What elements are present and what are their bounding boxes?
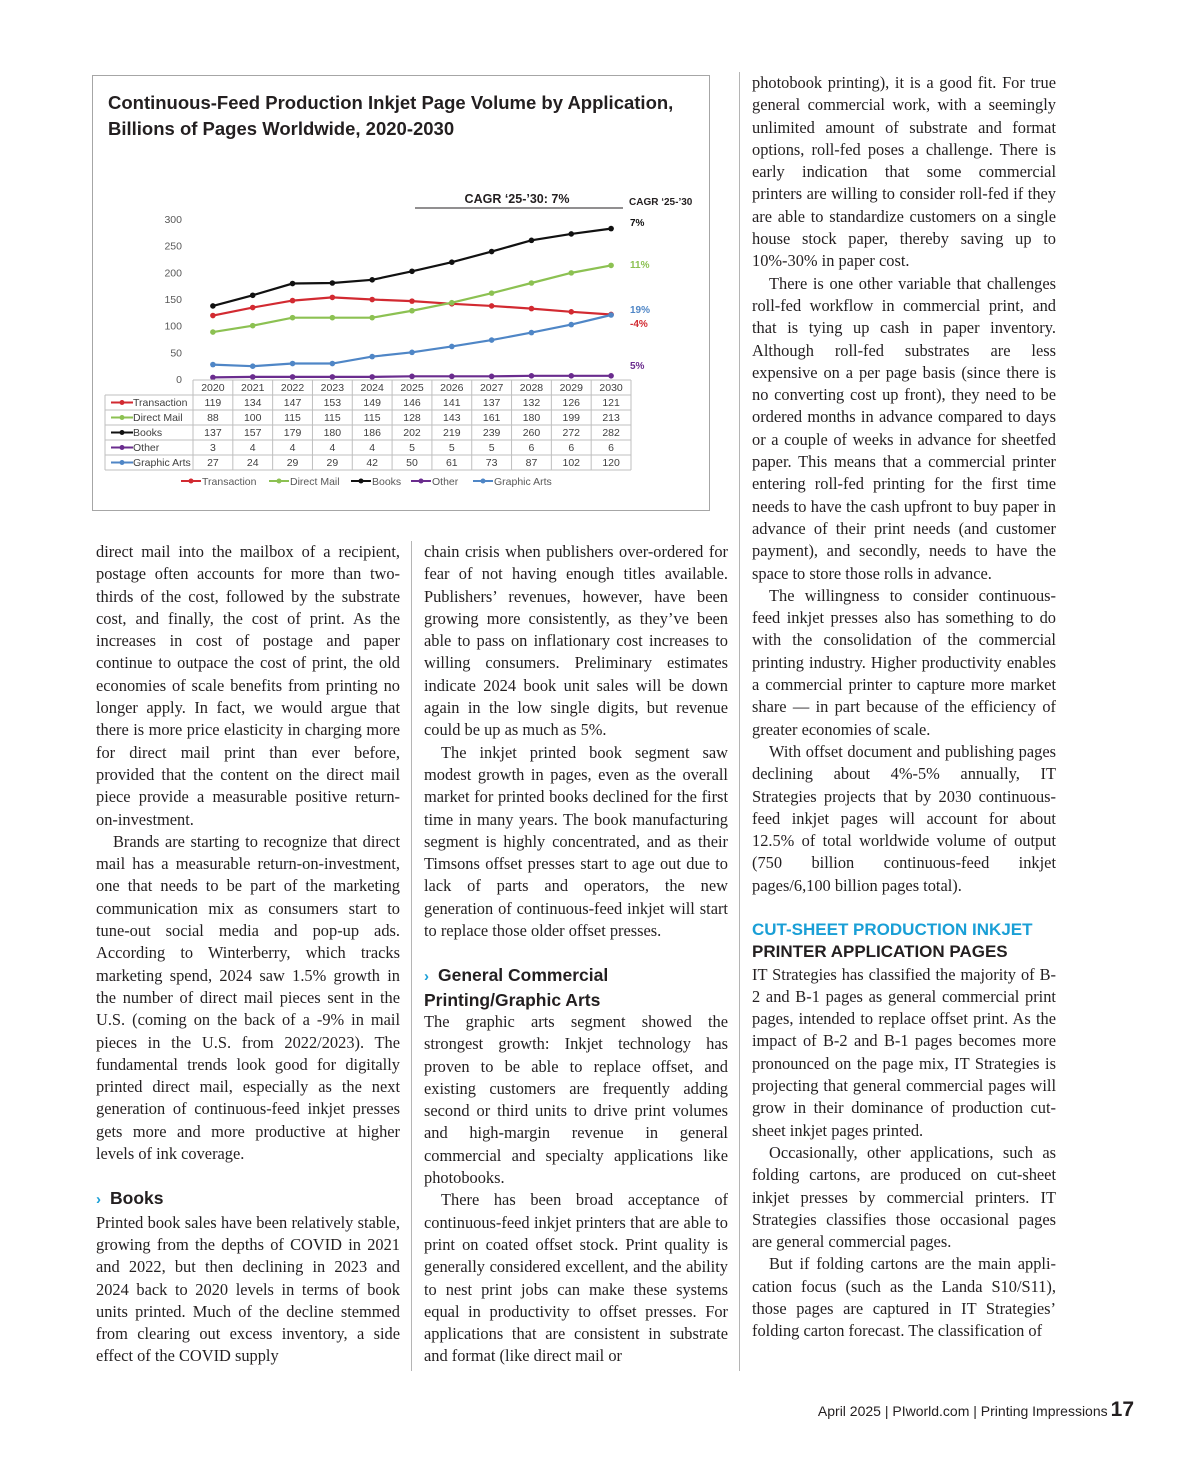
data-point <box>290 281 296 287</box>
data-point <box>210 329 216 335</box>
data-point <box>568 373 574 379</box>
table-cell: 134 <box>243 397 262 409</box>
table-cell: 24 <box>246 457 259 469</box>
paragraph: Printed book sales have been relatively stable, growing from the depths of COVID in 2021 and 2022, but then declining in 2023 and 2024 back to 2020 levels in terms of book units printed. Much of the decline stemmed from clearing out excess inventory, a side effect of the COVID supply <box>96 1212 400 1366</box>
chart-title: Continuous-Feed Production Inkjet Page Volume by Application, Billions of Pages Worldwide, 2020-2030 <box>108 92 674 139</box>
data-point <box>250 323 256 329</box>
table-cell: 102 <box>562 457 581 469</box>
data-point <box>330 315 336 321</box>
x-tick-label: 2020 <box>201 382 225 394</box>
table-cell: 161 <box>482 412 501 424</box>
table-cell: 4 <box>289 442 296 454</box>
data-point <box>210 362 216 368</box>
data-point <box>608 373 614 379</box>
paragraph: Occasionally, other applications, such as folding cartons, are produced on cut-sheet inkjet presses by commercial printers. IT Strategies classifies those occasional pages are general commercial pages. <box>752 1142 1056 1252</box>
table-cell: 180 <box>323 427 342 439</box>
data-point <box>369 277 375 283</box>
cagr-label: 7% <box>630 218 645 229</box>
legend-key-marker <box>120 400 125 405</box>
page-number: 17 <box>1110 1398 1134 1421</box>
x-tick-label: 2023 <box>320 382 345 394</box>
data-point <box>210 303 216 309</box>
column-middle <box>424 541 728 1368</box>
y-tick-label: 100 <box>164 320 182 333</box>
table-cell: 132 <box>522 397 541 409</box>
data-point <box>369 297 375 303</box>
legend-marker <box>481 479 486 484</box>
data-point <box>409 298 415 304</box>
table-cell: 137 <box>204 427 222 439</box>
table-cell: 213 <box>602 412 620 424</box>
data-point <box>290 298 296 304</box>
table-cell: 199 <box>562 412 581 424</box>
data-point <box>529 373 535 379</box>
cagr-label: 5% <box>630 361 645 372</box>
table-cell: 153 <box>323 397 342 409</box>
table-cell: 27 <box>207 457 219 469</box>
table-cell: 42 <box>366 457 379 469</box>
data-point <box>449 300 455 306</box>
cagr-label: 11% <box>630 260 650 271</box>
data-point <box>529 330 535 336</box>
data-point <box>409 350 415 356</box>
table-cell: 6 <box>568 442 575 454</box>
x-tick-label: 2025 <box>400 382 424 394</box>
table-cell: 180 <box>522 412 541 424</box>
table-row-label: Books <box>133 427 163 439</box>
x-tick-label: 2021 <box>241 382 265 394</box>
table-cell: 219 <box>443 427 461 439</box>
table-cell: 121 <box>602 397 620 409</box>
legend-marker <box>277 479 282 484</box>
data-point <box>489 290 495 296</box>
data-point <box>330 295 336 301</box>
data-point <box>529 238 535 244</box>
table-cell: 239 <box>482 427 501 439</box>
table-cell: 3 <box>209 442 216 454</box>
data-point <box>250 305 256 311</box>
table-cell: 202 <box>403 427 421 439</box>
chart-figure <box>92 75 710 511</box>
data-point <box>290 315 296 321</box>
data-point <box>210 313 216 319</box>
data-point <box>250 363 256 369</box>
paragraph: chain crisis when publishers over-ordered for fear of not having enough titles available. Publishers’ revenues, however, have been growing more consistently, as they’ve been able to pass on inflationary cost increases to willing consumers. Preliminary estimates indicate 2024 book unit sales will be down again in the low single digits, but revenue could be up as much as 5%. <box>424 542 728 740</box>
data-point <box>369 354 375 360</box>
data-point <box>449 344 455 350</box>
data-point <box>290 374 296 380</box>
legend-key-marker <box>120 415 125 420</box>
data-point <box>529 280 535 286</box>
paragraph: Brands are starting to recognize that direct mail has a measurable return-on-investment, one that needs to be part of the marketing communication mix as consumers start to tune-out social media and pop-up ads. According to Winterberry, which tracks marketing spend, 2024 saw 1.5% growth in the number of direct mail pieces sent in the U.S. (coming on the back of a -9% in mail pieces in the U.S. from 2022/2023). The fundamental trends look good for digitally printed direct mail, especially as the next generation of continuous-feed inkjet presses gets more and more productive at higher levels of ink coverage. <box>96 831 400 1164</box>
y-tick-label: 200 <box>164 267 182 280</box>
data-point <box>489 337 495 343</box>
table-cell: 73 <box>485 457 498 469</box>
table-cell: 4 <box>369 442 376 454</box>
table-cell: 5 <box>448 442 455 454</box>
data-point <box>489 303 495 309</box>
table-cell: 115 <box>323 412 341 424</box>
y-tick-label: 150 <box>164 294 182 306</box>
table-cell: 146 <box>403 397 421 409</box>
table-cell: 4 <box>249 442 256 454</box>
data-point <box>250 374 256 380</box>
paragraph: IT Strategies has classified the majority of B-2 and B-1 pages as general commercial print pages, intended to replace offset print. As the impact of B-2 and B-1 pages becomes more pronounced on the page mix, IT Strategies is projecting that general commercial pages will grow in their dominance of production cut-sheet inkjet pages printed. <box>752 964 1056 1140</box>
x-tick-label: 2026 <box>440 382 464 394</box>
table-cell: 282 <box>602 427 620 439</box>
x-tick-label: 2030 <box>599 382 623 394</box>
chevron-right-icon: › <box>96 1191 101 1209</box>
chevron-right-icon: › <box>424 968 429 986</box>
table-row-label: Transaction <box>133 397 188 409</box>
y-tick-label: 250 <box>164 240 182 253</box>
legend-marker <box>419 479 424 484</box>
legend-key-marker <box>120 430 125 435</box>
table-cell: 186 <box>363 427 381 439</box>
section-heading-cut-sheet: CUT-SHEET PRODUCTION INKJET PRINTER APPLICATION PAGES <box>752 919 1033 962</box>
data-point <box>290 361 296 367</box>
data-point <box>330 374 336 380</box>
section-heading-graphic-arts: › General Commercial Printing/Graphic Arts <box>424 965 609 1010</box>
paragraph: There has been broad acceptance of continuous-feed inkjet printers that are able to print on coated offset stock. Print quality is generally considered excellent, and the ability to nest print jobs can make these systems equal in productivity to offset presses. For applications that are consistent in substrate and format (like direct mail or <box>424 1190 728 1366</box>
legend-label: Other <box>432 476 459 488</box>
table-cell: 100 <box>243 412 262 424</box>
data-point <box>449 374 455 380</box>
y-tick-label: 0 <box>176 374 182 386</box>
table-cell: 126 <box>562 397 581 409</box>
x-tick-label: 2022 <box>280 382 305 394</box>
table-cell: 5 <box>488 442 495 454</box>
column-divider <box>411 541 412 1371</box>
legend-label: Books <box>372 476 402 488</box>
column-divider <box>739 72 740 1371</box>
data-point <box>568 322 574 328</box>
y-tick-label: 300 <box>164 214 182 226</box>
table-cell: 88 <box>207 412 219 424</box>
page-footer <box>818 1398 1134 1422</box>
table-cell: 141 <box>443 397 461 409</box>
table-cell: 120 <box>602 457 620 469</box>
table-cell: 147 <box>283 397 302 409</box>
data-point <box>409 268 415 274</box>
table-cell: 115 <box>363 412 381 424</box>
table-cell: 4 <box>329 442 336 454</box>
table-cell: 143 <box>443 412 461 424</box>
series-line-books <box>213 229 611 306</box>
cagr-label: -4% <box>630 319 648 330</box>
legend-label: Transaction <box>202 476 257 488</box>
data-point <box>449 259 455 265</box>
table-row-label: Graphic Arts <box>133 457 191 469</box>
table-cell: 272 <box>562 427 581 439</box>
x-tick-label: 2024 <box>360 382 384 394</box>
data-point <box>330 361 336 367</box>
data-point <box>369 315 375 321</box>
column-right <box>752 72 1056 1343</box>
table-row-label: Other <box>133 442 160 454</box>
section-heading-books: › Books <box>96 1187 400 1211</box>
data-point <box>608 312 614 318</box>
legend-label: Direct Mail <box>290 476 340 488</box>
data-point <box>489 249 495 255</box>
legend-label: Graphic Arts <box>494 476 552 488</box>
column-left <box>96 541 400 1368</box>
cagr-banner: CAGR ‘25-’30: 7% <box>464 192 570 206</box>
legend-marker <box>359 479 364 484</box>
x-tick-label: 2029 <box>559 382 583 394</box>
table-cell: 119 <box>204 397 222 409</box>
table-cell: 6 <box>528 442 535 454</box>
data-point <box>608 263 614 269</box>
data-point <box>330 280 336 286</box>
data-point <box>568 270 574 276</box>
paragraph: With offset document and publishing pages declining about 4%-5% annually, IT Strategies projects that by 2030 continuous-feed inkjet pages will account for about 12.5% of total worldwide volume of output (750 billion continuous-feed inkjet pages/6,100 billion pages total). <box>752 741 1056 895</box>
x-tick-label: 2028 <box>519 382 544 394</box>
paragraph: The inkjet printed book segment saw modest growth in pages, even as the overall market for printed books declined for the first time in many years. The book manufacturing segment is highly concentrated, and as their Timsons offset presses start to age out due to lack of parts and operators, the new generation of continuous-feed inkjet will start to replace those older offset presses. <box>424 742 728 941</box>
paragraph: photobook printing), it is a good fit. For true general commercial work, with a seemingly unlimited amount of substrate and format options, roll-fed poses a challenge. There is early indication that some commercial printers are willing to consider roll-fed if they are able to standardize customers on a single house stock paper, thereby saving up to 10%-30% in paper cost. <box>752 73 1056 271</box>
table-cell: 137 <box>482 397 501 409</box>
table-cell: 260 <box>522 427 541 439</box>
paragraph: The willingness to consider continuous-feed inkjet presses also has something to do with the consolidation of the commercial printing industry. Higher productivity enables a commercial printer to capture more market share — in part because of the efficiency of greater economies of scale. <box>752 585 1056 739</box>
data-point <box>489 374 495 380</box>
paragraph: But if folding cartons are the main application focus (such as the Landa S10/S11), those pages are captured in IT Strategies’ folding carton forecast. The classification of <box>752 1254 1056 1341</box>
footer-text: April 2025 | PIworld.com | Printing Impressions <box>817 1403 1108 1419</box>
paragraph: There is one other variable that challenges roll-fed workflow in commercial print, and that is tying up cash in paper inventory. Although roll-fed substrates are less expensive on a per page basis (since there is no converting cost up front), they need to be ordered months in advance compared to days or a couple of weeks in advance for sheetfed paper. This means that a commercial printer entering roll-fed printing for the first time needs to have the cash upfront to buy paper in advance of their print needs (and customer payment), and secondly, needs to have the space to store those rolls in advance. <box>752 273 1056 583</box>
data-point <box>250 292 256 298</box>
paragraph: direct mail into the mailbox of a recipient, postage often accounts for more than two-thirds of the cost, followed by the substrate cost, and finally, the cost of print. As the increases in cost of postage and paper continue to outpace the cost of print, the old economies of scale benefits from printing no longer apply. In fact, we would argue that there is more price elasticity in charging more for direct mail print than ever before, provided that the content on the direct mail piece provide a measurable positive return-on-investment. <box>96 542 400 829</box>
data-point <box>409 308 415 314</box>
table-cell: 115 <box>284 412 301 424</box>
table-cell: 179 <box>283 427 302 439</box>
table-cell: 29 <box>326 457 339 469</box>
data-point <box>369 374 375 380</box>
table-cell: 5 <box>409 442 415 454</box>
table-row-label: Direct Mail <box>133 412 183 424</box>
table-cell: 50 <box>406 457 418 469</box>
table-cell: 149 <box>363 397 381 409</box>
data-point <box>409 374 415 380</box>
table-cell: 157 <box>243 427 262 439</box>
table-cell: 61 <box>445 457 458 469</box>
table-cell: 128 <box>403 412 421 424</box>
data-point <box>210 375 216 381</box>
data-point <box>568 231 574 237</box>
legend-key-marker <box>120 445 125 450</box>
x-tick-label: 2027 <box>479 382 504 394</box>
legend-key-marker <box>120 460 125 465</box>
data-point <box>568 309 574 315</box>
cagr-header: CAGR ‘25-’30 <box>629 197 693 208</box>
table-cell: 6 <box>608 442 615 454</box>
table-cell: 29 <box>286 457 299 469</box>
y-tick-label: 50 <box>170 347 182 360</box>
cagr-label: 19% <box>630 305 651 316</box>
paragraph: The graphic arts segment showed the strongest growth: Inkjet technology has proven to be able to replace offset, and existing customers are frequently adding second or third units to drive print volumes and high-margin revenue in general commercial and specialty applications like photobooks. <box>424 1011 728 1188</box>
data-point <box>608 226 614 232</box>
data-point <box>529 306 535 312</box>
table-cell: 87 <box>525 457 538 469</box>
legend-marker <box>189 479 194 484</box>
